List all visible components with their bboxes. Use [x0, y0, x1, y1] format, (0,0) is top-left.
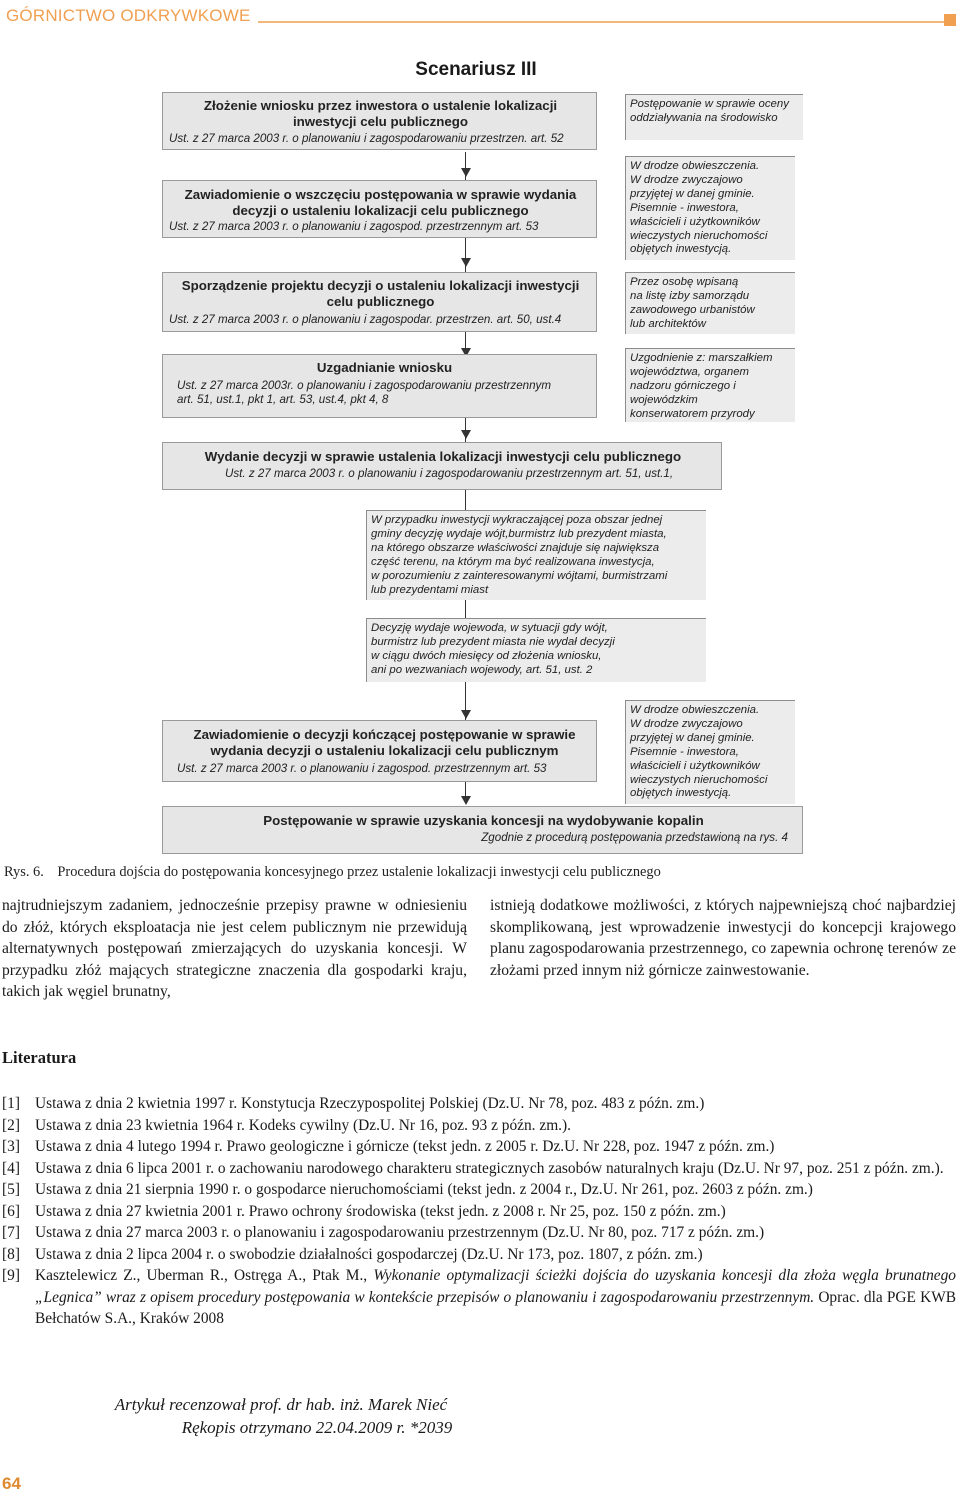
- review-note: [94, 1393, 468, 1439]
- step-title: celu publicznego: [326, 294, 435, 309]
- header-square-marker: [944, 14, 956, 26]
- flow-step-notification-start: [162, 180, 597, 238]
- reference-item: [2] Ustawa z dnia 23 kwietnia 1964 r. Kodeks cywilny (Dz.U. Nr 16, poz. 93 z późn. zm.).: [2, 1116, 571, 1134]
- step-reference: Ust. z 27 marca 2003 r. o planowaniu i zagospod. przestrzennym art. 53: [169, 220, 539, 233]
- flow-step-agreement: [162, 354, 597, 418]
- step-title: Uzgadnianie wniosku: [316, 360, 453, 375]
- step-title: Złożenie wniosku przez inwestora o ustalenie lokalizacji: [203, 98, 558, 113]
- figure-caption: [4, 864, 661, 881]
- step-title: decyzji o ustaleniu lokalizacji celu publicznego: [232, 203, 529, 218]
- caption-text: Procedura dojścia do postępowania koncesyjnego przez ustalenie lokalizacji inwestycji celu publicznego: [57, 864, 661, 880]
- flow-step-issue-decision: [162, 442, 722, 490]
- caption-label: Rys. 6.: [4, 864, 44, 880]
- note-agreement-parties: Uzgodnienie z: marszałkiem województwa, organem nadzoru górniczego i wojewódzkim konserwatorem przyrody: [625, 348, 795, 422]
- body-column-left: [2, 895, 467, 1003]
- figure-title: Scenariusz III: [415, 59, 537, 80]
- flow-step-draft-decision: [162, 272, 597, 332]
- note-notification-methods: W drodze obwieszczenia. W drodze zwyczajowo przyjętej w danej gminie. Pisemnie - inwestora, właścicieli i użytkowników wieczystych nieruchomości objętych inwestycją.: [625, 156, 795, 260]
- body-column-right: [490, 895, 956, 981]
- references-heading: Literatura: [2, 1048, 77, 1067]
- running-header: [0, 0, 960, 36]
- note-urban-planner: Przez osobę wpisaną na listę izby samorządu zawodowego urbanistów lub architektów: [625, 272, 795, 334]
- reference-item: [8] Ustawa z dnia 2 lipca 2004 r. o swobodzie działalności gospodarczej (Dz.U. Nr 173, poz. 1807, z późn. zm.): [2, 1245, 703, 1263]
- body-paragraph: istnieją dodatkowe możliwości, z których najpewniejszą choć najbardziej skomplikowaną, jest wprowadzenie inwestycji do koncepcji krajowego planu zagospodarowania przestrzennego, co zapewnia ochronę terenów ze złożami przed innym niż górnicze zainwestowanie.: [490, 897, 956, 979]
- step-reference: Ust. z 27 marca 2003 r. o planowaniu i zagospodar. przestrzen. art. 50, ust.4: [169, 313, 562, 326]
- reference-item: [3] Ustawa z dnia 4 lutego 1994 r. Prawo geologiczne i górnicze (tekst jedn. z 2005 r. Dz.U. Nr 228, poz. 1947 z późn. zm.): [2, 1138, 775, 1155]
- step-reference: art. 51, ust.1, pkt 1, art. 53, ust.4, pkt 4, 8: [177, 393, 389, 406]
- step-title: Sporządzenie projektu decyzji o ustaleniu lokalizacji inwestycji: [181, 278, 580, 293]
- received-line: Rękopis otrzymano 22.04.2009 r. *2039: [181, 1418, 453, 1437]
- step-title: Zawiadomienie o decyzji kończącej postępowanie w sprawie: [193, 727, 576, 742]
- flow-arrowhead: [461, 796, 471, 805]
- reference-item: [9] Kasztelewicz Z., Uberman R., Ostręga A., Ptak M., Wykonanie optymalizacji ścieżki dojścia do uzyskania koncesji dla złoża węgla brunatnego „Legnica” wraz z opisem procedury postępowania w kontekście przepisów o planowaniu i zagospodarowaniu przestrzennym. Oprac. dla PGE KWB Bełchatów S.A., Kraków 2008: [2, 1267, 957, 1327]
- flow-step-application: [162, 92, 597, 150]
- flow-arrowhead: [461, 710, 471, 719]
- body-paragraph: najtrudniejszym zadaniem, jednocześnie przepisy prawne w odniesieniu do złóż, których eksploatacja nie jest celem publicznym nie przewidują alternatywnych postępowań zmierzających do uzyskania koncesji. W przypadku złóż mających strategiczne znaczenia dla gospodarki kraju, takich jak węgiel brunatny,: [2, 897, 467, 1000]
- step-reference: Ust. z 27 marca 2003r. o planowaniu i zagospodarowaniu przestrzennym: [177, 379, 551, 392]
- note-environmental-assessment: Postępowanie w sprawie oceny oddziaływania na środowisko: [625, 94, 803, 140]
- flow-step-notification-end: [162, 720, 597, 782]
- flow-arrowhead: [461, 258, 471, 267]
- flowchart: [162, 92, 803, 854]
- step-title: wydania decyzji o ustaleniu lokalizacji celu publicznym: [210, 743, 559, 758]
- reference-item: [6] Ustawa z dnia 27 kwietnia 2001 r. Prawo ochrony środowiska (tekst jedn. z 2008 r. Nr 25, poz. 150 z późn. zm.): [2, 1202, 726, 1220]
- header-rule: [258, 21, 950, 23]
- note-voivode-decision: Decyzję wydaje wojewoda, w sytuacji gdy wójt, burmistrz lub prezydent miasta nie wydał decyzji w ciągu dwóch miesięcy od złożenia wniosku, ani po wezwaniach wojewody, art. 51, ust. 2: [366, 618, 706, 682]
- reference-item: [4] Ustawa z dnia 6 lipca 2001 r. o zachowaniu narodowego charakteru strategicznych zasobów naturalnych kraju (Dz.U. Nr 97, poz. 251 z późn. zm.).: [2, 1159, 944, 1177]
- step-title: Postępowanie w sprawie uzyskania koncesji na wydobywanie kopalin: [263, 813, 704, 828]
- flow-step-concession: [162, 806, 803, 854]
- step-reference: Ust. z 27 marca 2003 r. o planowaniu i zagospodarowaniu przestrzennym art. 51, ust.1,: [225, 467, 674, 480]
- step-title: Wydanie decyzji w sprawie ustalenia lokalizacji inwestycji celu publicznego: [204, 449, 682, 464]
- step-reference: Ust. z 27 marca 2003 r. o planowaniu i zagospodarowaniu przestrzen. art. 52: [169, 132, 564, 145]
- reference-item: [7] Ustawa z dnia 27 marca 2003 r. o planowaniu i zagospodarowaniu przestrzennym (Dz.U. Nr 80, poz. 717 z późn. zm.): [2, 1224, 765, 1241]
- step-title: Zawiadomienie o wszczęciu postępowania w sprawie wydania: [184, 187, 577, 202]
- note-notification-methods-final: W drodze obwieszczenia. W drodze zwyczajowo przyjętej w danej gminie. Pisemnie - inwestora, właścicieli i użytkowników wieczystych nieruchomości objętych inwestycją.: [625, 700, 795, 804]
- step-reference: Zgodnie z procedurą postępowania przedstawioną na rys. 4: [481, 831, 788, 844]
- step-title: inwestycji celu publicznego: [292, 114, 469, 129]
- journal-title: GÓRNICTWO ODKRYWKOWE: [6, 6, 251, 25]
- note-multi-municipality: W przypadku inwestycji wykraczającej poza obszar jednej gminy decyzję wydaje wójt,burmistrz lub prezydent miasta, na którego obszarze właściwości znajduje się największa część terenu, na którym ma być realizowana inwestycja, w porozumieniu z zainteresowanymi wójtami, burmistrzami lub prezydentami miast: [366, 510, 706, 600]
- page-number: 64: [2, 1474, 21, 1493]
- reference-item: [5] Ustawa z dnia 21 sierpnia 1990 r. o gospodarce nieruchomościami (tekst jedn. z 2004 r., Dz.U. Nr 261, poz. 2603 z późn. zm.): [2, 1181, 813, 1198]
- flow-arrowhead: [461, 168, 471, 177]
- reference-item: [1] Ustawa z dnia 2 kwietnia 1997 r. Konstytucja Rzeczypospolitej Polskiej (Dz.U. Nr 78, poz. 483 z późn. zm.): [2, 1095, 705, 1112]
- step-reference: Ust. z 27 marca 2003 r. o planowaniu i zagospod. przestrzennym art. 53: [177, 762, 547, 775]
- reviewer-line: Artykuł recenzował prof. dr hab. inż. Marek Nieć: [114, 1395, 448, 1414]
- flow-arrowhead: [461, 430, 471, 439]
- references-list: [2, 1093, 956, 1330]
